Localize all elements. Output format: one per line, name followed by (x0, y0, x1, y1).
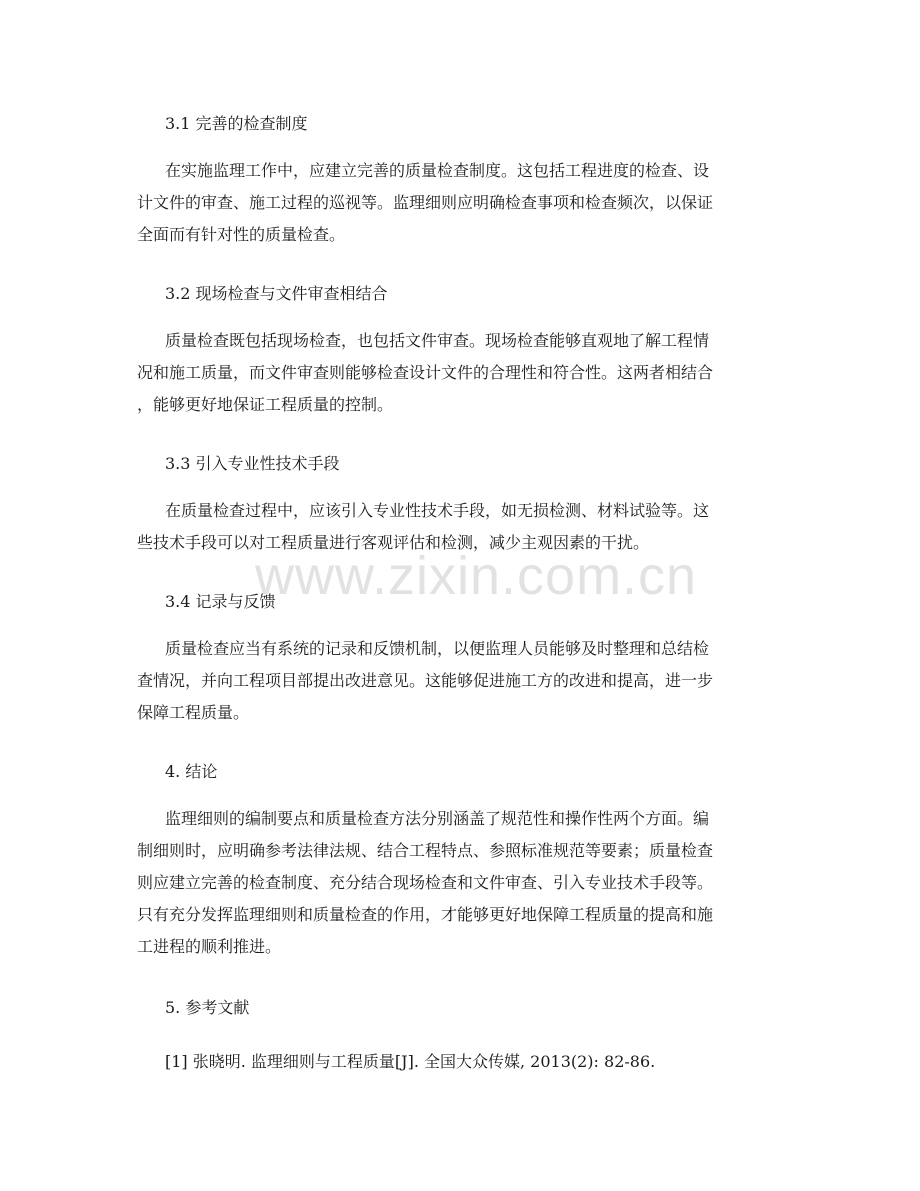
paragraph-4 (137, 803, 787, 963)
paragraph-line: 计文件的审查、施工过程的巡视等。监理细则应明确检查事项和检查频次，以保证 (137, 193, 714, 212)
section-heading-4: 4. 结论 (165, 762, 218, 781)
paragraph-3-4 (137, 633, 787, 729)
paragraph-line: 质量检查应当有系统的记录和反馈机制，以便监理人员能够及时整理和总结检 (165, 639, 710, 658)
paragraph-line: 监理细则的编制要点和质量检查方法分别涵盖了规范性和操作性两个方面。编 (165, 809, 710, 828)
watermark: www.zixin.com.cn (255, 546, 698, 606)
paragraph-line: 全面而有针对性的质量检查。 (137, 225, 346, 244)
paragraph-line: 制细则时，应明确参考法律法规、结合工程特点、参照标准规范等要素；质量检查 (137, 841, 714, 860)
paragraph-3-3 (137, 495, 787, 559)
paragraph-line: 工进程的顺利推进。 (137, 937, 282, 956)
paragraph-line: 保障工程质量。 (137, 703, 250, 722)
section-heading-3-2: 3.2 现场检查与文件审查相结合 (165, 284, 388, 303)
paragraph-line: 查情况，并向工程项目部提出改进意见。这能够促进施工方的改进和提高，进一步 (137, 671, 714, 690)
paragraph-line: 只有充分发挥监理细则和质量检查的作用，才能够更好地保障工程质量的提高和施 (137, 905, 714, 924)
paragraph-3-2 (137, 325, 787, 421)
paragraph-line: 在实施监理工作中，应建立完善的质量检查制度。这包括工程进度的检查、设 (165, 161, 710, 180)
paragraph-line: 些技术手段可以对工程质量进行客观评估和检测，减少主观因素的干扰。 (137, 533, 650, 552)
paragraph-3-1 (137, 155, 787, 251)
section-heading-3-3: 3.3 引入专业性技术手段 (165, 454, 340, 473)
paragraph-line: ，能够更好地保证工程质量的控制。 (137, 395, 394, 414)
paragraph-line: 质量检查既包括现场检查，也包括文件审查。现场检查能够直观地了解工程情 (165, 331, 710, 350)
section-heading-5: 5. 参考文献 (165, 998, 250, 1017)
paragraph-line: 况和施工质量，而文件审查则能够检查设计文件的合理性和符合性。这两者相结合 (137, 363, 714, 382)
reference-item: [1] 张晓明. 监理细则与工程质量[J]. 全国大众传媒, 2013(2): 82-86. (165, 1052, 656, 1071)
paragraph-line: 则应建立完善的检查制度、充分结合现场检查和文件审查、引入专业技术手段等。 (137, 873, 714, 892)
section-heading-3-1: 3.1 完善的检查制度 (165, 114, 308, 133)
paragraph-line: 在质量检查过程中，应该引入专业性技术手段，如无损检测、材料试验等。这 (165, 501, 710, 520)
section-heading-3-4: 3.4 记录与反馈 (165, 592, 276, 611)
